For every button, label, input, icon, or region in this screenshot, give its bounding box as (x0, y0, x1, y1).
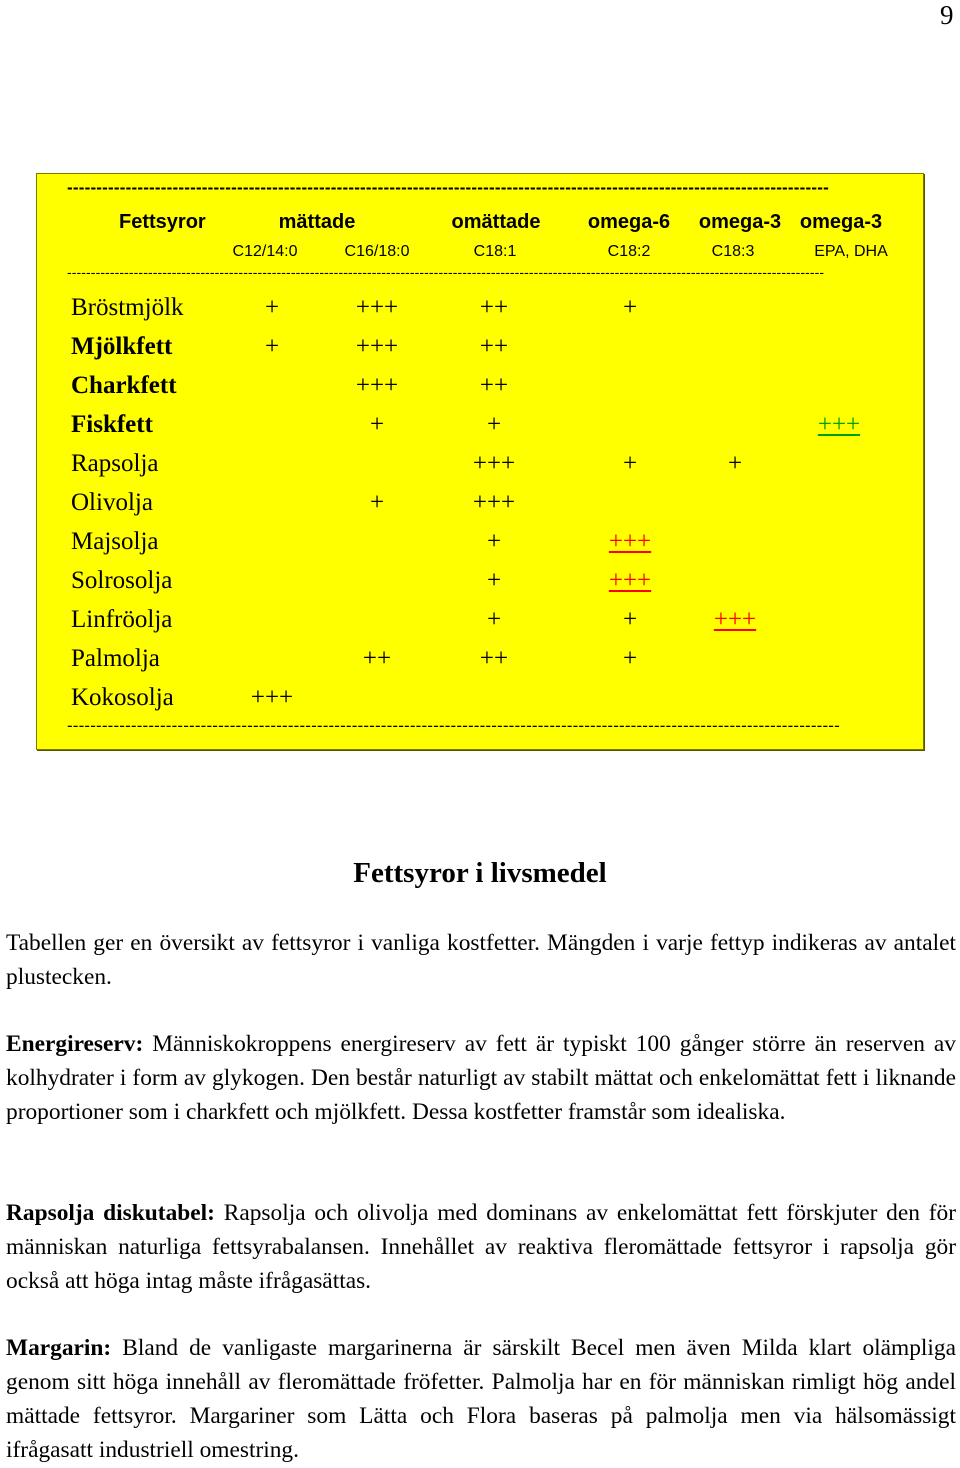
paragraph-label: Rapsolja diskutabel: (6, 1200, 215, 1226)
table-row-label: Mjölkfett (71, 333, 173, 360)
table-rule-top: ---------------------------------------------------------------------------------------------------------------------------------- (67, 178, 829, 197)
table-cell-c18-1: +++ (472, 489, 516, 516)
header-mattade: mättade (278, 211, 356, 233)
table-cell-c18-2: + (622, 606, 638, 633)
table-cell-c18-1: ++ (479, 372, 509, 399)
table-cell-c12: + (264, 333, 280, 360)
header-fettsyror: Fettsyror (119, 211, 206, 233)
table-cell-c18-1: + (486, 528, 502, 555)
table-cell-c18-2: +++ (608, 567, 652, 594)
subheader-c18-3: C18:3 (711, 243, 755, 260)
table-cell-c18-2: +++ (608, 528, 652, 555)
paragraph-rapsolja (6, 1196, 956, 1298)
subheader-c16-18-0: C16/18:0 (344, 243, 410, 260)
paragraph-intro (6, 926, 956, 994)
table-cell-c16: +++ (355, 333, 399, 360)
table-cell-c18-3: +++ (713, 606, 757, 633)
paragraph-text: Bland de vanligaste margarinerna är särskilt Becel men även Milda klart olämpliga genom sitt höga innehåll av fleromättade fröfetter. Palmolja har en för människan rimligt hög andel mättade fettsyror. Margariner som Lätta och Flora baseras på palmolja men via hälsomässigt ifrågasatt industriell omestring. (6, 1335, 956, 1463)
subheader-c18-1: C18:1 (473, 243, 517, 260)
table-cell-epa: +++ (817, 411, 861, 438)
paragraph-label: Margarin: (6, 1335, 112, 1361)
section-title: Fettsyror i livsmedel (353, 857, 607, 889)
paragraph-text: Tabellen ger en översikt av fettsyror i vanliga kostfetter. Mängden i varje fettyp indikeras av antalet plustecken. (6, 930, 956, 990)
table-row-label: Majsolja (71, 528, 159, 555)
table-row-label: Olivolja (71, 489, 153, 516)
paragraph-energireserv (6, 1027, 956, 1129)
table-row-label: Bröstmjölk (71, 294, 184, 321)
table-cell-c18-1: ++ (479, 333, 509, 360)
table-cell-c18-2: + (622, 645, 638, 672)
table-row-label: Kokosolja (71, 684, 174, 711)
table-cell-c18-1: + (486, 567, 502, 594)
table-row-label: Solrosolja (71, 567, 173, 594)
paragraph-label: Energireserv: (6, 1031, 144, 1057)
table-cell-c18-2: + (622, 450, 638, 477)
table-cell-c18-3: + (727, 450, 743, 477)
table-cell-c16: ++ (362, 645, 392, 672)
page-number: 9 (940, 0, 954, 30)
subheader-epa-dha: EPA, DHA (814, 243, 888, 260)
paragraph-text: Rapsolja och olivolja med dominans av enkelomättat fett förskjuter den för människan naturliga fettsyrabalansen. Innehållet av reaktiva fleromättade fettsyror i rapsolja gör också att höga intag måste ifrågasättas. (6, 1200, 956, 1294)
table-cell-c16: +++ (355, 294, 399, 321)
table-row-label: Palmolja (71, 645, 160, 672)
table-rule-middle: --------------------------------------------------------------------------------------------------------------------------------------------------------------- (67, 264, 825, 280)
subheader-c12-14-0: C12/14:0 (232, 243, 298, 260)
subheader-c18-2: C18:2 (607, 243, 651, 260)
paragraph-text: Människokroppens energireserv av fett är typiskt 100 gånger större än reserven av kolhydrater i form av glykogen. Den består naturligt av stabilt mättat och enkelomättat fett i liknande proportioner som i charkfett och mjölkfett. Dessa kostfetter framstår som idealiska. (6, 1031, 956, 1125)
header-omega-3-epa: omega-3 (799, 211, 883, 233)
table-cell-c18-1: ++ (479, 645, 509, 672)
table-cell-c18-1: + (486, 411, 502, 438)
table-cell-c16: + (369, 411, 385, 438)
table-cell-c12: + (264, 294, 280, 321)
header-omattade: omättade (451, 211, 541, 233)
fatty-acid-table (36, 173, 924, 750)
table-cell-c18-1: + (486, 606, 502, 633)
table-row-label: Rapsolja (71, 450, 159, 477)
table-row-label: Charkfett (71, 372, 177, 399)
table-row-label: Fiskfett (71, 411, 153, 438)
paragraph-margarin (6, 1331, 956, 1467)
table-rule-bottom: ------------------------------------------------------------------------------------------------------------------------------------- (67, 716, 840, 735)
table-cell-c12: +++ (250, 684, 294, 711)
table-row-label: Linfröolja (71, 606, 173, 633)
table-cell-c18-2: + (622, 294, 638, 321)
header-omega-3-c18: omega-3 (698, 211, 782, 233)
table-cell-c16: +++ (355, 372, 399, 399)
table-cell-c18-1: +++ (472, 450, 516, 477)
table-cell-c16: + (369, 489, 385, 516)
header-omega-6: omega-6 (587, 211, 671, 233)
table-cell-c18-1: ++ (479, 294, 509, 321)
